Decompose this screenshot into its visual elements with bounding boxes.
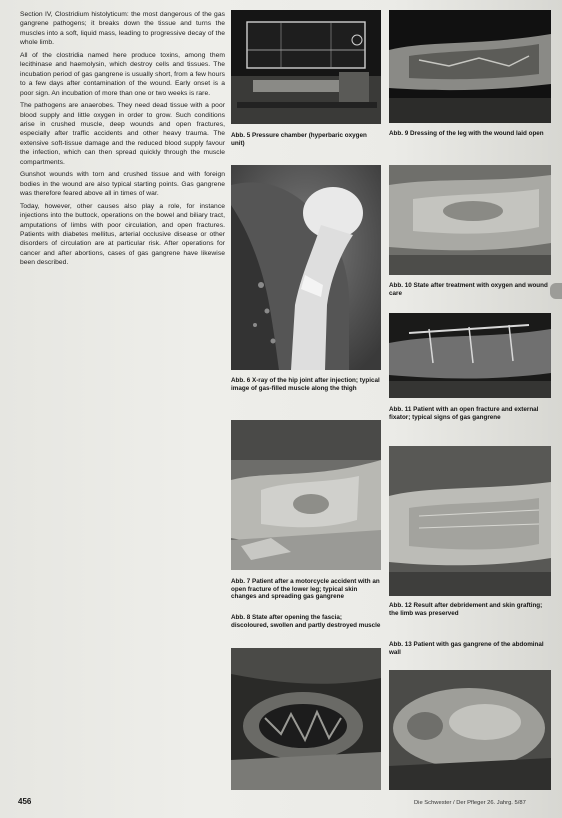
hip-xray-image — [231, 165, 381, 370]
abdominal-wall-image — [389, 670, 551, 790]
caption-text: State after treatment with oxygen and wound care — [389, 282, 548, 297]
caption-text: State after opening the fascia; discoloured, swollen and partly destroyed muscle — [231, 614, 381, 629]
figure-8-photo — [231, 648, 381, 790]
caption-text: Result after debridement and skin grafting; the limb was preserved — [389, 602, 543, 617]
figure-12-caption — [389, 602, 551, 634]
figure-13-caption — [389, 641, 551, 665]
caption-text: Patient with gas gangrene of the abdominal wall — [389, 641, 544, 656]
figure-10-photo — [389, 165, 551, 275]
figure-number: Abb. 13 — [389, 641, 412, 648]
caption-text: X-ray of the hip joint after injection; typical image of gas-filled muscle along the thigh — [231, 377, 380, 392]
figure-number: Abb. 10 — [389, 282, 412, 289]
figure-7-photo — [231, 420, 381, 570]
figure-7-caption — [231, 578, 381, 610]
external-fixator-image — [389, 313, 551, 398]
body-paragraph: Today, however, other causes also play a role, for instance injections into the buttock, operations on the bowel and biliary tract, amputations of limbs with poor circulation, and open fractures. Patients with diabetes mellitus, arterial occlusive disease or other disorders of circulation are at particular risk. After operations for cancer and after abortions, cases of gas gangrene have likewise been described. — [20, 202, 225, 267]
caption-text: Patient with an open fracture and external fixator; typical signs of gas gangrene — [389, 406, 539, 421]
pressure-chamber-image — [231, 10, 381, 124]
open-muscle-image — [231, 648, 381, 790]
caption-text: Dressing of the leg with the wound laid open — [410, 130, 544, 137]
body-paragraph: The pathogens are anaerobes. They need dead tissue with a poor blood supply and little oxygen in order to grow. Such conditions arise in crushed muscle, deep wounds and open fractures, especially after traffic accidents and other heavy trauma. The extensive soft-tissue damage and the reduced blood supply favour the infection, which can then spread quickly through the muscle compartments. — [20, 102, 225, 166]
body-paragraph: All of the clostridia named here produce toxins, among them lecithinase and haemolysin, which destroy cells and tissues. The incubation period of gas gangrene is usually short, from a few hours to a few days after contamination of the wound. Early onset is a poor sign. An incubation of more than one or two weeks is rare. — [20, 51, 225, 97]
grafted-leg-image — [389, 446, 551, 596]
figure-9-photo — [389, 10, 551, 123]
figure-number: Abb. 9 — [389, 130, 409, 137]
figure-9-caption — [389, 130, 551, 152]
figure-number: Abb. 7 — [231, 578, 251, 585]
figure-11-photo — [389, 313, 551, 398]
body-text-column — [20, 10, 225, 790]
figure-5-caption — [231, 132, 381, 154]
figure-8-caption — [231, 614, 381, 646]
body-paragraph: Section IV, Clostridium histolyticum: the most dangerous of the gas gangrene pathogens; it breaks down the tissue and turns the muscles into a soft, liquid mass, leading to progressive decay of the whole limb. — [20, 11, 225, 47]
figure-5-photo — [231, 10, 381, 124]
page-number: 456 — [18, 797, 32, 806]
figure-11-caption — [389, 406, 551, 438]
figure-13-photo — [389, 670, 551, 790]
figure-number: Abb. 5 — [231, 132, 251, 139]
journal-footer: Die Schwester / Der Pfleger 26. Jahrg. 5/87 — [414, 800, 526, 806]
figure-6-caption — [231, 377, 381, 409]
figure-number: Abb. 6 — [231, 377, 251, 384]
treated-leg-image — [389, 165, 551, 275]
figure-10-caption — [389, 282, 551, 304]
figure-number: Abb. 11 — [389, 406, 412, 413]
leg-dressing-image — [389, 10, 551, 123]
caption-text: Pressure chamber (hyperbaric oxygen unit) — [231, 132, 367, 147]
figure-number: Abb. 8 — [231, 614, 251, 621]
caption-text: Patient after a motorcycle accident with an open fracture of the lower leg; typical skin changes and spreading gas gangrene — [231, 578, 380, 601]
figure-6-photo — [231, 165, 381, 370]
figure-number: Abb. 12 — [389, 602, 412, 609]
page-edge-marker — [550, 283, 562, 299]
figure-12-photo — [389, 446, 551, 596]
leg-wound-image — [231, 420, 381, 570]
body-paragraph: Gunshot wounds with torn and crushed tissue and with foreign bodies in the wound are also typical starting points. Gas gangrene was therefore feared above all in times of war. — [20, 171, 225, 198]
